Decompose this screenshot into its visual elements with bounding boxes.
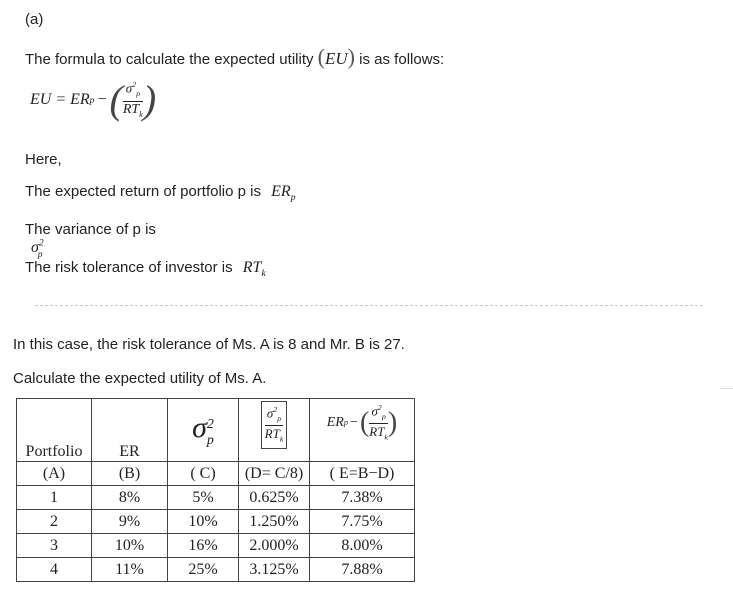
utility-table bbox=[16, 398, 415, 582]
table-row: 1 8% 5% 0.625% 7.38% bbox=[17, 486, 415, 510]
definition-variance: The variance of p is $\sigma^2_p$ bbox=[25, 221, 156, 260]
part-label: (a) bbox=[25, 11, 44, 28]
table-row: 2 9% 10% 1.250% 7.75% bbox=[17, 510, 415, 534]
case-text: In this case, the risk tolerance of Ms. A is 8 and Mr. B is 27. bbox=[13, 336, 405, 353]
calc-text: Calculate the expected utility of Ms. A. bbox=[13, 370, 267, 387]
table-label-row: (A) (B) ( C) (D= C/8) ( E=B−D) bbox=[17, 462, 415, 486]
intro-symbol: EU bbox=[325, 49, 348, 68]
header-variance: σ 2 p bbox=[168, 399, 239, 462]
header-expected-utility: ER p − ( $\sigma^2_p$ $RT_k$ ) bbox=[310, 399, 415, 462]
definition-risk-tolerance: The risk tolerance of investor is $RT_k$ bbox=[25, 259, 266, 280]
intro-suffix: is as follows: bbox=[359, 51, 445, 68]
margin-tick bbox=[720, 388, 733, 389]
table-row: 4 11% 25% 3.125% 7.88% bbox=[17, 558, 415, 582]
header-ratio: $\sigma^2_p$ $RT_k$ bbox=[239, 399, 310, 462]
header-portfolio: Portfolio bbox=[17, 399, 92, 462]
table-header-row bbox=[17, 399, 415, 462]
section-divider bbox=[35, 305, 703, 306]
here-label: Here, bbox=[25, 151, 62, 168]
intro-text: The formula to calculate the expected utility bbox=[25, 51, 314, 68]
table-row: 3 10% 16% 2.000% 8.00% bbox=[17, 534, 415, 558]
definition-expected-return: The expected return of portfolio p is $ER_p$ bbox=[25, 183, 296, 204]
eu-formula: EU = ER p − ( $\frac{\sigma^2_p}{RT_k}$ ) bbox=[30, 77, 157, 123]
header-er: ER bbox=[92, 399, 168, 462]
intro-line: The formula to calculate the expected utility (EU) is as follows: bbox=[25, 44, 445, 69]
formula-fraction: $\frac{\sigma^2_p}{RT_k}$ bbox=[122, 80, 143, 119]
